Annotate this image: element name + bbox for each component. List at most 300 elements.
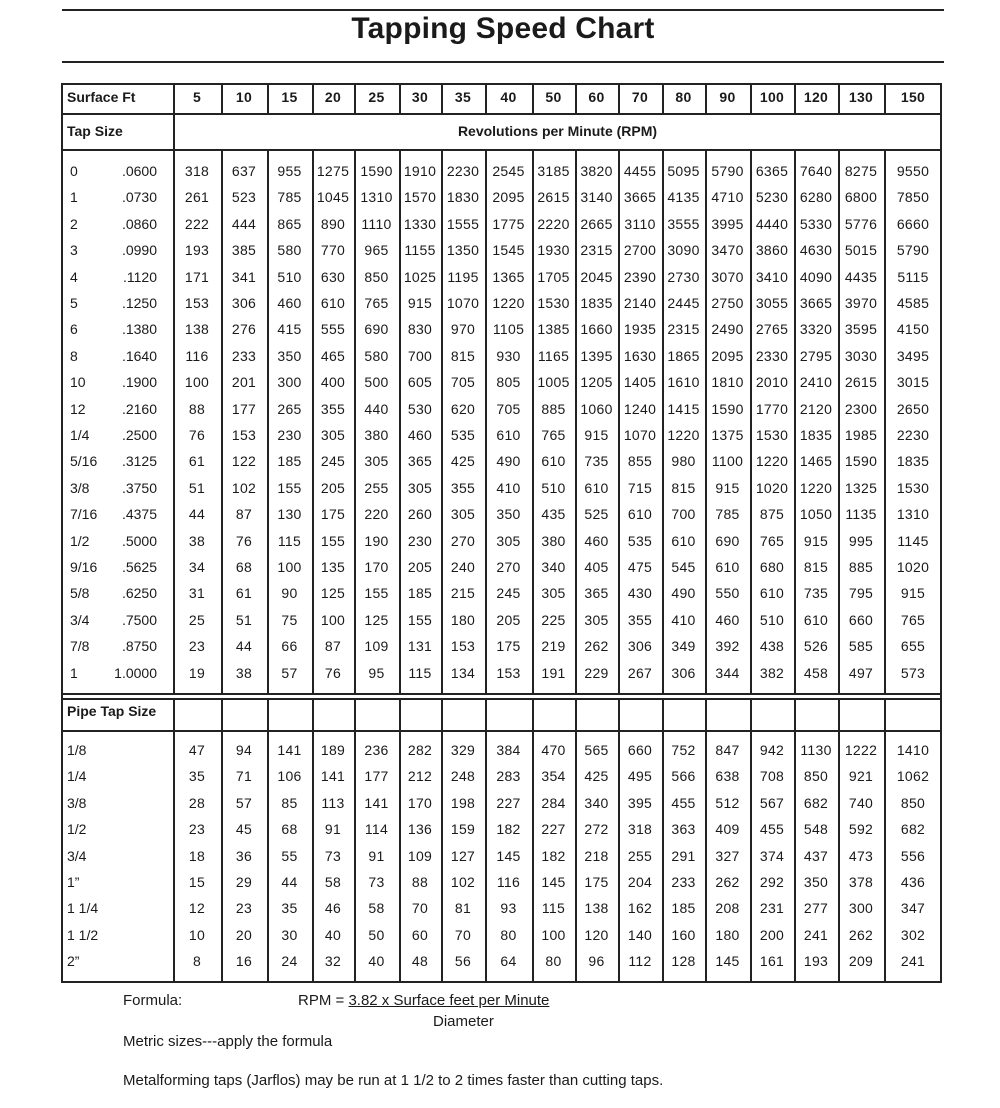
pipe-rpm-cell: 8 — [192, 953, 202, 970]
grid-vline — [705, 698, 707, 730]
pipe-rpm-cell: 660 — [627, 742, 653, 758]
rpm-cell: 700 — [407, 347, 433, 364]
pipe-rpm-cell: 354 — [541, 768, 566, 785]
rpm-cell: 1590 — [844, 453, 878, 470]
surface-speed-header: 50 — [545, 89, 562, 105]
rpm-cell: 580 — [277, 242, 302, 259]
pipe-rpm-cell: 47 — [188, 742, 206, 758]
rpm-cell: 890 — [320, 215, 346, 232]
rpm-cell: 365 — [407, 453, 433, 470]
rpm-cell: 995 — [848, 532, 874, 549]
rpm-cell: 885 — [848, 559, 874, 575]
tap-diameter-cell: .0860 — [121, 215, 157, 232]
pipe-rpm-cell: 85 — [281, 794, 298, 811]
rpm-cell: 875 — [759, 506, 785, 523]
rpm-cell: 610 — [759, 585, 785, 602]
rpm-cell: 610 — [584, 479, 609, 496]
rpm-cell: 87 — [235, 506, 253, 523]
pipe-rpm-cell: 752 — [671, 742, 696, 758]
tap-diameter-cell: .1380 — [121, 321, 157, 338]
rpm-cell: 1530 — [537, 295, 570, 311]
rpm-cell: 5790 — [711, 163, 744, 179]
rpm-cell: 233 — [231, 347, 257, 364]
rpm-cell: 660 — [848, 611, 874, 628]
rpm-cell: 341 — [231, 268, 257, 285]
rpm-cell: 109 — [364, 638, 389, 655]
pipe-size-cell: 3/4 — [67, 847, 87, 864]
pipe-rpm-cell: 35 — [281, 900, 298, 917]
rpm-cell: 1325 — [844, 479, 878, 496]
rpm-cell: 355 — [450, 479, 476, 496]
pipe-rpm-cell: 329 — [450, 742, 476, 758]
rpm-cell: 444 — [231, 215, 257, 232]
pipe-rpm-cell: 708 — [759, 768, 785, 785]
rpm-cell: 138 — [184, 321, 210, 338]
pipe-size-cell: 1/2 — [67, 821, 87, 838]
surface-speed-header: 130 — [848, 89, 874, 105]
rpm-cell: 155 — [277, 479, 302, 496]
rpm-cell: 51 — [235, 611, 253, 628]
rpm-cell: 605 — [407, 374, 433, 391]
rpm-cell: 2795 — [799, 347, 833, 364]
rpm-cell: 230 — [277, 427, 302, 443]
tap-size-cell: 1/2 — [70, 532, 90, 549]
rpm-cell: 153 — [450, 638, 476, 655]
pipe-rpm-cell: 548 — [803, 821, 829, 838]
rpm-cell: 1415 — [667, 400, 700, 417]
rpm-cell: 850 — [364, 268, 389, 285]
pipe-rpm-cell: 32 — [324, 953, 342, 970]
rpm-cell: 6800 — [844, 189, 878, 206]
pipe-rpm-cell: 850 — [900, 794, 926, 811]
pipe-rpm-cell: 109 — [407, 847, 433, 864]
pipe-rpm-cell: 44 — [281, 874, 298, 890]
rpm-cell: 155 — [320, 532, 346, 549]
rpm-cell: 435 — [541, 506, 566, 523]
rpm-cell: 1220 — [492, 295, 525, 311]
rpm-cell: 4585 — [896, 295, 930, 311]
pipe-rpm-cell: 15 — [188, 874, 206, 890]
rpm-cell: 680 — [759, 559, 785, 575]
tap-size-cell: 3/4 — [70, 611, 90, 628]
rpm-cell: 100 — [184, 374, 210, 391]
rpm-cell: 3495 — [896, 347, 930, 364]
rpm-cell: 2410 — [799, 374, 833, 391]
rpm-cell: 31 — [188, 585, 206, 602]
pipe-rpm-cell: 850 — [803, 768, 829, 785]
pipe-rpm-cell: 182 — [496, 821, 521, 838]
rpm-cell: 3470 — [711, 242, 744, 259]
pipe-rpm-cell: 227 — [541, 821, 566, 838]
pipe-rpm-cell: 127 — [450, 847, 476, 864]
pipe-rpm-cell: 80 — [500, 926, 517, 943]
rpm-cell: 410 — [496, 479, 521, 496]
rpm-cell: 88 — [188, 400, 206, 417]
rpm-cell: 2230 — [896, 427, 930, 443]
tap-size-cell: 7/8 — [70, 638, 90, 655]
pipe-rpm-cell: 140 — [627, 926, 653, 943]
pipe-rpm-cell: 50 — [368, 926, 385, 943]
rpm-cell: 175 — [496, 638, 521, 655]
pipe-rpm-cell: 16 — [235, 953, 253, 970]
rpm-cell: 400 — [320, 374, 346, 391]
rpm-cell: 1530 — [755, 427, 789, 443]
rpm-cell: 3860 — [755, 242, 789, 259]
rpm-cell: 245 — [496, 585, 521, 602]
rpm-cell: 1025 — [403, 268, 437, 285]
rpm-cell: 655 — [900, 638, 926, 655]
rpm-cell: 980 — [671, 453, 696, 470]
rpm-cell: 276 — [231, 321, 257, 338]
rpm-cell: 3015 — [896, 374, 930, 391]
pipe-rpm-cell: 193 — [803, 953, 829, 970]
rpm-cell: 392 — [715, 638, 740, 655]
rpm-cell: 573 — [900, 664, 926, 681]
rpm-cell: 690 — [364, 321, 389, 338]
rpm-cell: 735 — [803, 585, 829, 602]
pipe-rpm-cell: 378 — [848, 874, 874, 890]
rpm-cell: 2750 — [711, 295, 744, 311]
pipe-rpm-cell: 395 — [627, 794, 653, 811]
rpm-cell: 116 — [185, 347, 209, 364]
rpm-cell: 705 — [496, 400, 521, 417]
rpm-cell: 3055 — [755, 295, 789, 311]
tap-diameter-cell: .2500 — [121, 427, 157, 443]
pipe-rpm-cell: 291 — [671, 847, 696, 864]
tap-diameter-cell: .1120 — [123, 268, 157, 285]
pipe-rpm-cell: 68 — [281, 821, 298, 838]
pipe-rpm-cell: 96 — [588, 953, 605, 970]
rpm-cell: 25 — [188, 611, 206, 628]
rpm-cell: 306 — [671, 664, 696, 681]
rpm-cell: 2545 — [492, 163, 525, 179]
rpm-cell: 306 — [231, 295, 257, 311]
surface-speed-header: 150 — [900, 89, 926, 105]
tap-size-cell: 1 — [70, 664, 78, 681]
pipe-rpm-cell: 567 — [759, 794, 785, 811]
surface-speed-header: 30 — [411, 89, 429, 105]
rpm-cell: 1530 — [896, 479, 930, 496]
rpm-cell: 970 — [450, 321, 476, 338]
pipe-rpm-cell: 116 — [496, 874, 521, 890]
rpm-cell: 6365 — [755, 163, 789, 179]
rpm-cell: 535 — [627, 532, 653, 549]
rpm-cell: 130 — [277, 506, 302, 523]
rpm-label: Revolutions per Minute (RPM) — [457, 123, 658, 139]
rpm-cell: 382 — [759, 664, 785, 681]
rpm-cell: 2010 — [755, 374, 789, 391]
rpm-cell: 3595 — [844, 321, 878, 338]
rpm-cell: 153 — [496, 664, 521, 681]
rpm-cell: 3185 — [537, 163, 570, 179]
pipe-rpm-cell: 495 — [627, 768, 653, 785]
pipe-rpm-cell: 200 — [759, 926, 785, 943]
rpm-cell: 1165 — [537, 347, 570, 364]
rpm-cell: 585 — [848, 638, 874, 655]
pipe-rpm-cell: 302 — [900, 926, 926, 943]
rpm-cell: 305 — [584, 611, 609, 628]
grid-vline — [884, 698, 886, 730]
rpm-cell: 3140 — [580, 189, 613, 206]
pipe-size-cell: 1” — [67, 874, 80, 890]
rpm-cell: 1465 — [799, 453, 833, 470]
pipe-rpm-cell: 177 — [364, 768, 389, 785]
pipe-rpm-cell: 70 — [454, 926, 472, 943]
rpm-cell: 1020 — [896, 559, 930, 575]
grid-vline — [618, 698, 620, 730]
rpm-cell: 1070 — [446, 295, 480, 311]
tap-diameter-cell: .1900 — [121, 374, 157, 391]
rpm-cell: 440 — [364, 400, 389, 417]
rpm-cell: 61 — [188, 453, 206, 470]
rpm-cell: 51 — [188, 479, 206, 496]
rpm-cell: 34 — [188, 559, 206, 575]
rpm-cell: 1835 — [580, 295, 613, 311]
rpm-cell: 4090 — [799, 268, 833, 285]
rpm-cell: 526 — [803, 638, 829, 655]
rpm-cell: 4630 — [799, 242, 833, 259]
rpm-cell: 5230 — [755, 189, 789, 206]
rpm-cell: 830 — [407, 321, 433, 338]
rpm-cell: 865 — [277, 215, 302, 232]
pipe-rpm-cell: 208 — [715, 900, 740, 917]
rpm-cell: 1660 — [580, 321, 613, 338]
pipe-rpm-cell: 40 — [368, 953, 385, 970]
page-title: Tapping Speed Chart — [351, 12, 655, 45]
rpm-cell: 191 — [541, 664, 566, 681]
pipe-rpm-cell: 470 — [541, 742, 566, 758]
rpm-cell: 38 — [188, 532, 206, 549]
tap-size-cell: 6 — [70, 321, 78, 338]
rpm-cell: 610 — [715, 559, 740, 575]
rpm-cell: 510 — [277, 268, 302, 285]
rpm-cell: 3820 — [580, 163, 613, 179]
rpm-cell: 1610 — [667, 374, 700, 391]
rpm-cell: 44 — [188, 506, 206, 523]
tap-diameter-cell: .0600 — [121, 163, 157, 179]
pipe-rpm-cell: 277 — [803, 900, 829, 917]
pipe-rpm-cell: 921 — [848, 768, 874, 785]
tap-size-cell: 9/16 — [70, 559, 98, 575]
rpm-cell: 1910 — [403, 163, 437, 179]
pipe-rpm-cell: 141 — [364, 794, 389, 811]
pipe-rpm-cell: 24 — [281, 953, 298, 970]
rpm-cell: 1105 — [492, 321, 525, 338]
tap-size-cell: 0 — [70, 163, 78, 179]
surface-speed-header: 70 — [631, 89, 649, 105]
pipe-rpm-cell: 204 — [627, 874, 653, 890]
rpm-cell: 305 — [407, 479, 433, 496]
rpm-cell: 2615 — [844, 374, 878, 391]
rpm-cell: 1350 — [446, 242, 480, 259]
rpm-cell: 1365 — [492, 268, 525, 285]
pipe-rpm-cell: 55 — [281, 847, 298, 864]
pipe-rpm-cell: 88 — [411, 874, 429, 890]
rpm-cell: 510 — [759, 611, 785, 628]
rpm-cell: 44 — [235, 638, 253, 655]
jarflo-note: Metalforming taps (Jarflos) may be run at 1 1/2 to 2 times faster than cutting taps. — [123, 1072, 664, 1089]
rpm-cell: 305 — [320, 427, 346, 443]
pipe-rpm-cell: 740 — [848, 794, 874, 811]
pipe-rpm-cell: 185 — [671, 900, 696, 917]
rpm-cell: 460 — [277, 295, 302, 311]
rpm-cell: 1330 — [403, 215, 437, 232]
pipe-rpm-cell: 48 — [411, 953, 429, 970]
pipe-rpm-cell: 236 — [364, 742, 389, 758]
pipe-rpm-cell: 113 — [321, 794, 345, 811]
rpm-cell: 270 — [450, 532, 476, 549]
rpm-cell: 155 — [407, 611, 433, 628]
rpm-cell: 550 — [715, 585, 740, 602]
rpm-cell: 525 — [584, 506, 609, 523]
rpm-cell: 620 — [450, 400, 476, 417]
formula-prefix: RPM = — [298, 992, 349, 1009]
tap-size-label: Tap Size — [67, 123, 123, 139]
rpm-cell: 66 — [281, 638, 298, 655]
rpm-cell: 2045 — [580, 268, 613, 285]
rpm-cell: 134 — [450, 664, 476, 681]
rpm-cell: 5015 — [844, 242, 878, 259]
rpm-cell: 855 — [627, 453, 653, 470]
rpm-cell: 3320 — [799, 321, 833, 338]
grid-vline — [794, 698, 796, 730]
rpm-cell: 630 — [320, 268, 346, 285]
rpm-cell: 410 — [671, 611, 696, 628]
surface-speed-header: 35 — [454, 89, 472, 105]
pipe-rpm-cell: 141 — [277, 742, 302, 758]
rpm-cell: 1570 — [403, 189, 437, 206]
pipe-rpm-cell: 71 — [235, 768, 253, 785]
pipe-rpm-cell: 102 — [450, 874, 476, 890]
pipe-rpm-cell: 175 — [584, 874, 609, 890]
rpm-cell: 1590 — [711, 400, 744, 417]
rpm-cell: 2315 — [580, 242, 613, 259]
rpm-cell: 305 — [496, 532, 521, 549]
pipe-rpm-cell: 58 — [368, 900, 385, 917]
rpm-cell: 261 — [184, 189, 210, 206]
rpm-cell: 915 — [407, 295, 433, 311]
tap-diameter-cell: .6250 — [121, 585, 157, 602]
pipe-rpm-cell: 1062 — [896, 768, 930, 785]
rpm-cell: 580 — [364, 347, 389, 364]
tap-diameter-cell: .5625 — [121, 559, 157, 575]
rpm-cell: 523 — [231, 189, 257, 206]
rpm-cell: 265 — [277, 400, 302, 417]
surface-speed-header: 25 — [368, 89, 385, 105]
rpm-cell: 61 — [235, 585, 253, 602]
rpm-cell: 610 — [496, 427, 521, 443]
grid-vline — [354, 698, 356, 730]
pipe-rpm-cell: 18 — [188, 847, 206, 864]
rpm-cell: 230 — [407, 532, 433, 549]
rpm-cell: 690 — [715, 532, 740, 549]
tap-size-cell: 7/16 — [70, 506, 98, 523]
rpm-cell: 1405 — [623, 374, 657, 391]
pipe-rpm-cell: 70 — [411, 900, 429, 917]
rpm-cell: 610 — [541, 453, 566, 470]
pipe-rpm-cell: 46 — [324, 900, 342, 917]
surface-speed-header: 120 — [803, 89, 829, 105]
rpm-cell: 510 — [541, 479, 566, 496]
rpm-cell: 700 — [671, 506, 696, 523]
rpm-cell: 2095 — [492, 189, 525, 206]
rpm-cell: 3110 — [624, 215, 656, 232]
rpm-cell: 4435 — [844, 268, 878, 285]
rpm-cell: 4150 — [896, 321, 930, 338]
tap-size-cell: 1 — [70, 189, 78, 206]
rpm-cell: 355 — [627, 611, 653, 628]
pipe-rpm-cell: 45 — [235, 821, 253, 838]
tap-size-cell: 2 — [70, 215, 78, 232]
rpm-cell: 490 — [671, 585, 696, 602]
rpm-cell: 1275 — [316, 163, 350, 179]
surface-speed-header: 5 — [192, 89, 202, 105]
rpm-cell: 19 — [188, 664, 206, 681]
rpm-cell: 1045 — [316, 189, 350, 206]
rpm-cell: 555 — [320, 321, 346, 338]
grid-hline — [61, 698, 942, 700]
pipe-rpm-cell: 566 — [671, 768, 696, 785]
rpm-cell: 765 — [759, 532, 785, 549]
rpm-cell: 171 — [184, 268, 210, 285]
pipe-rpm-cell: 60 — [411, 926, 429, 943]
surface-speed-header: 60 — [588, 89, 605, 105]
pipe-rpm-cell: 565 — [584, 742, 609, 758]
rpm-cell: 1705 — [537, 268, 570, 285]
rpm-cell: 1110 — [361, 215, 392, 232]
rpm-cell: 1145 — [897, 532, 929, 549]
pipe-rpm-cell: 218 — [584, 847, 609, 864]
pipe-rpm-cell: 212 — [407, 768, 433, 785]
rpm-cell: 3665 — [799, 295, 833, 311]
pipe-rpm-cell: 682 — [803, 794, 829, 811]
pipe-rpm-cell: 1410 — [896, 742, 930, 758]
rpm-cell: 7640 — [799, 163, 833, 179]
top-rule — [62, 9, 944, 11]
pipe-rpm-cell: 473 — [848, 847, 874, 864]
rpm-cell: 380 — [364, 427, 389, 443]
pipe-rpm-cell: 350 — [803, 874, 829, 890]
rpm-cell: 415 — [277, 321, 302, 338]
rpm-cell: 155 — [364, 585, 389, 602]
rpm-cell: 610 — [803, 611, 829, 628]
pipe-rpm-cell: 159 — [450, 821, 476, 838]
rpm-cell: 1375 — [711, 427, 744, 443]
rpm-cell: 885 — [541, 400, 566, 417]
pipe-rpm-cell: 198 — [450, 794, 476, 811]
rpm-cell: 185 — [277, 453, 302, 470]
rpm-cell: 100 — [320, 611, 346, 628]
pipe-rpm-cell: 227 — [496, 794, 521, 811]
rpm-cell: 2490 — [711, 321, 744, 338]
rpm-cell: 610 — [671, 532, 696, 549]
rpm-cell: 4135 — [667, 189, 700, 206]
tap-size-cell: 5/8 — [70, 585, 90, 602]
rpm-cell: 460 — [715, 611, 740, 628]
rpm-cell: 153 — [231, 427, 257, 443]
tap-diameter-cell: 1.0000 — [114, 664, 157, 681]
rpm-cell: 220 — [364, 506, 389, 523]
pipe-rpm-cell: 374 — [759, 847, 785, 864]
pipe-rpm-cell: 141 — [320, 768, 346, 785]
rpm-cell: 465 — [320, 347, 346, 364]
grid-vline — [221, 698, 223, 730]
rpm-cell: 340 — [541, 559, 566, 575]
rpm-cell: 1155 — [404, 242, 436, 259]
rpm-cell: 355 — [320, 400, 346, 417]
rpm-cell: 350 — [496, 506, 521, 523]
rpm-cell: 1865 — [667, 347, 700, 364]
